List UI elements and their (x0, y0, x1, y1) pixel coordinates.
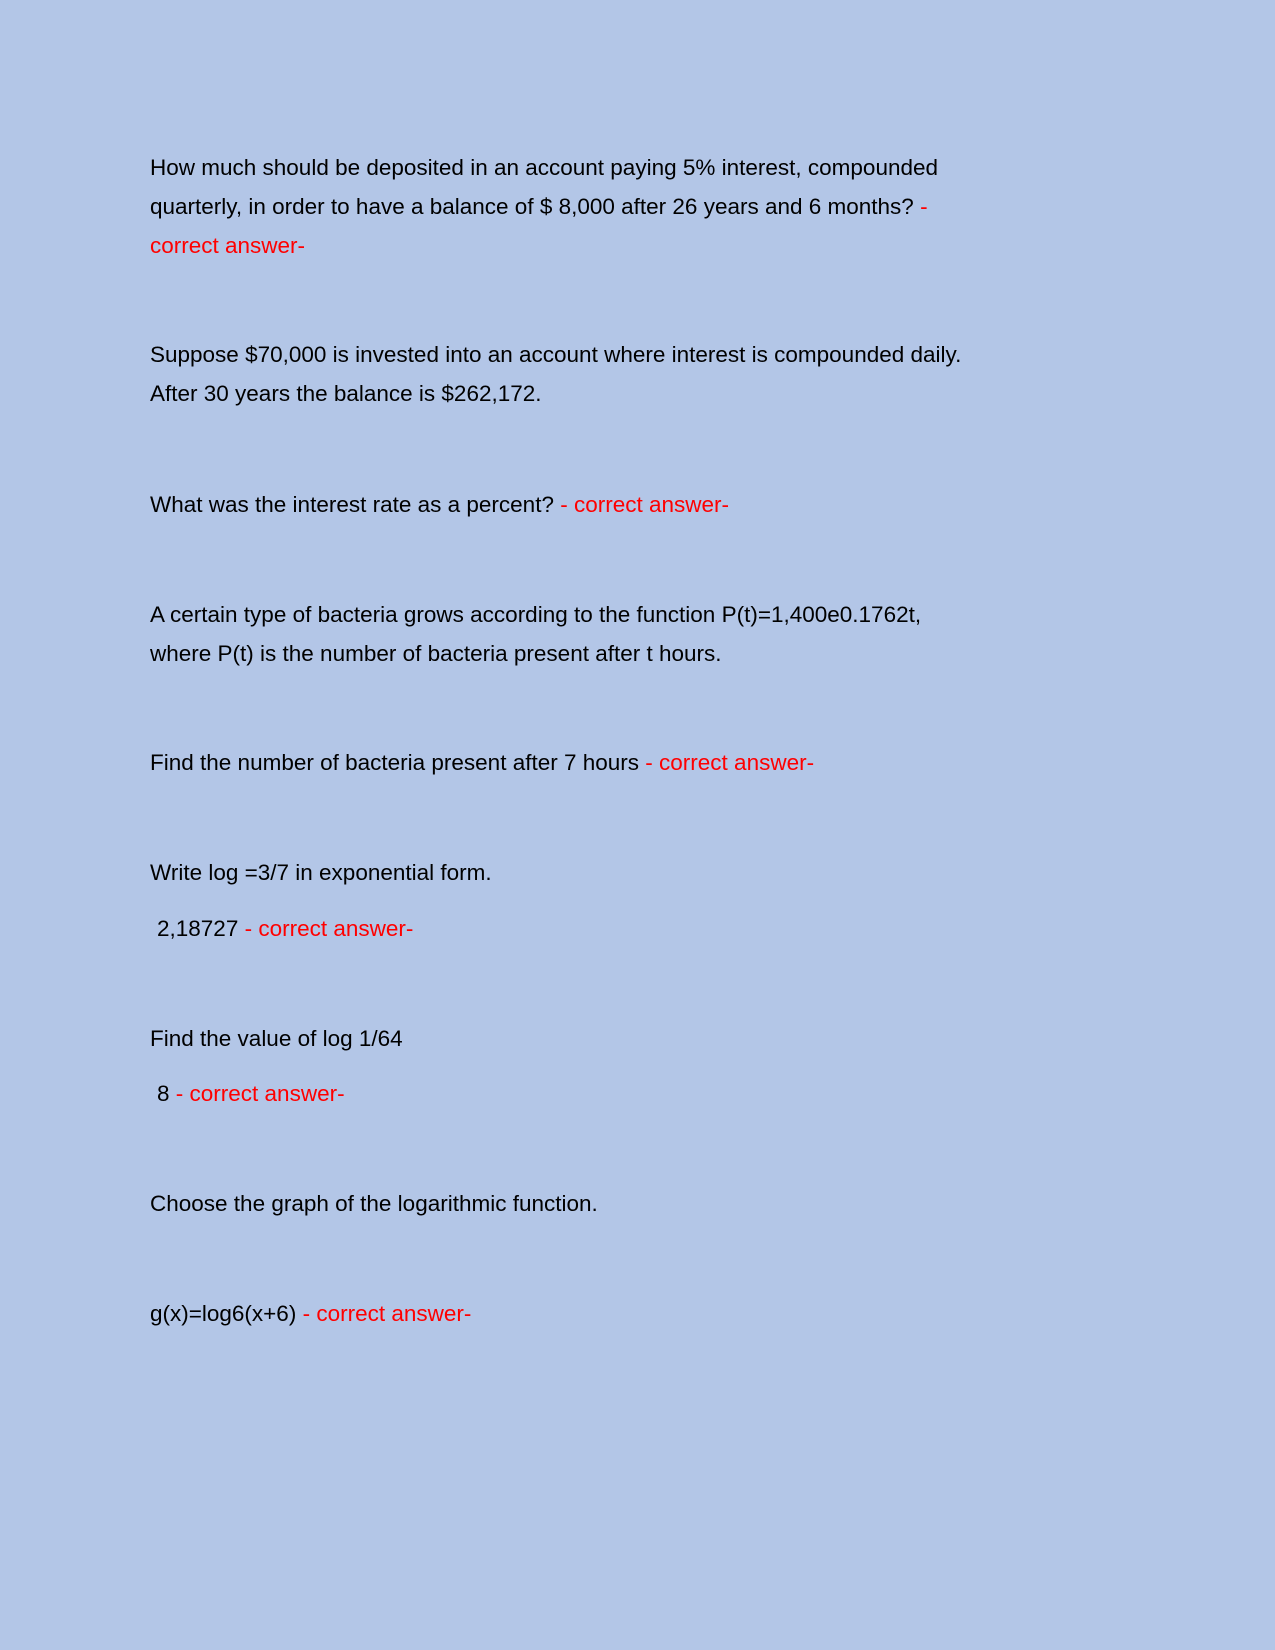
question-7: Find the value of log 1/64 (150, 1026, 403, 1051)
answer-7 (157, 1079, 345, 1109)
answer-label: - correct answer- (645, 750, 815, 775)
question-2-line-2: After 30 years the balance is $262,172. (150, 381, 542, 406)
question-6: Write log =3/7 in exponential form. (150, 860, 492, 885)
answer-6 (157, 914, 413, 944)
question-4-line-2: where P(t) is the number of bacteria present after t hours. (150, 641, 722, 666)
question-1-line-1: How much should be deposited in an account paying 5% interest, compounded (150, 155, 939, 180)
answer-value: 8 (157, 1081, 170, 1106)
question-5 (150, 748, 814, 778)
answer-label: - correct answer- (302, 1301, 472, 1326)
question-1-text: quarterly, in order to have a balance of $ 8,000 after 26 years and 6 months? (150, 194, 914, 219)
question-1-line-2 (150, 192, 928, 222)
answer-label: - correct answer- (560, 492, 730, 517)
question-8: Choose the graph of the logarithmic function. (150, 1191, 598, 1216)
answer-label: correct answer- (150, 233, 306, 258)
question-text: Find the number of bacteria present after 7 hours (150, 750, 640, 775)
answer-label-dash: - (920, 194, 928, 219)
answer-label: - correct answer- (175, 1081, 345, 1106)
question-text: g(x)=log6(x+6) (150, 1301, 297, 1326)
answer-label: - correct answer- (244, 916, 414, 941)
question-2-line-1: Suppose $70,000 is invested into an account where interest is compounded daily. (150, 342, 962, 367)
question-3 (150, 490, 729, 520)
answer-value: 2,18727 (157, 916, 239, 941)
question-4-line-1: A certain type of bacteria grows according to the function P(t)=1,400e0.1762t, (150, 602, 922, 627)
question-text: What was the interest rate as a percent? (150, 492, 554, 517)
question-9 (150, 1299, 471, 1329)
